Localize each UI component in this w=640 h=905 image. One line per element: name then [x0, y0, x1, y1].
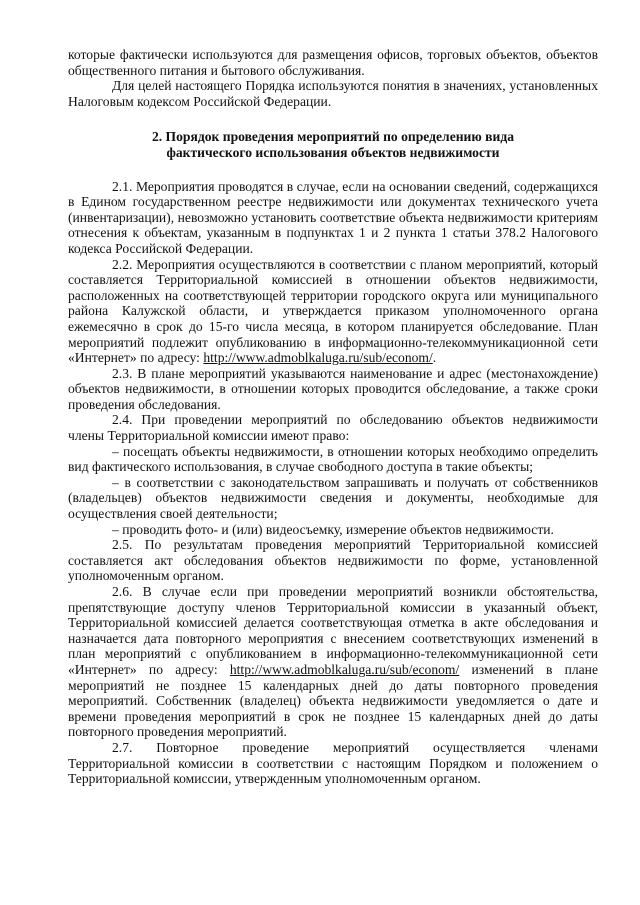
paragraph-2-2 [68, 257, 598, 366]
document-page [68, 47, 598, 787]
paragraph-2-4: 2.4. При проведении мероприятий по обследованию объектов недвижимости члены Территориальной комиссии имеют право: [68, 412, 598, 444]
intro-paragraph-definitions: Для целей настоящего Порядка используются понятия в значениях, установленных Налоговым кодексом Российской Федерации. [68, 78, 598, 109]
paragraph-2-6-text: 2.6. В случае если при проведении мероприятий возникли обстоятельства, препятствующие доступу членов Территориальной комиссии в указанный объект, Территориальной комиссией делается соответствующая отметка в акте обследования и назначается дата повторного мероприятия с внесением соответствующих изменений в план мероприятий с опубликованием в информационно-телекоммуникационной сети «Интернет» по адресу: [68, 584, 598, 677]
section-heading [68, 129, 598, 160]
paragraph-2-1: 2.1. Мероприятия проводятся в случае, если на основании сведений, содержащихся в Едином государственном реестре недвижимости или документах технического учета (инвентаризации), невозможно установить соответствие объекта недвижимости критериям отнесения к объектам, указанным в подпунктах 1 и 2 пункта 1 статьи 378.2 Налогового кодекса Российской Федерации. [68, 178, 598, 256]
list-item-request: – в соответствии с законодательством запрашивать и получать от собственников (владельцев) объектов недвижимости сведения и документы, необходимые для осуществления своей деятельности; [68, 474, 598, 522]
intro-paragraph-continuation: которые фактически используются для размещения офисов, торговых объектов, объектов общественного питания и бытового обслуживания. [68, 47, 598, 78]
list-item-visit: – посещать объекты недвижимости, в отношении которых необходимо определить вид фактического использования, в случае свободного доступа в такие объекты; [68, 443, 598, 475]
econom-link[interactable]: http://www.admoblkaluga.ru/sub/econom/ [203, 350, 433, 366]
section-heading-line-2: фактического использования объектов недвижимости [166, 144, 500, 160]
paragraph-2-5: 2.5. По результатам проведения мероприятий Территориальной комиссией составляется акт обследования объектов недвижимости по форме, установленной уполномоченным органом. [68, 537, 598, 584]
list-item-photo: – проводить фото- и (или) видеосъемку, измерение объектов недвижимости. [112, 521, 554, 537]
paragraph-2-2-end: . [432, 350, 437, 366]
paragraph-2-6 [68, 584, 598, 740]
paragraph-2-3: 2.3. В плане мероприятий указываются наименование и адрес (местонахождение) объектов недвижимости, в отношении которых проводится обследование, а также сроки проведения обследования. [68, 365, 598, 412]
paragraph-2-6-end: изменений в плане мероприятий не позднее 15 календарных дней до даты повторного проведения мероприятий. Собственник (владелец) объекта недвижимости уведомляется о дате и времени проведения мероприятий в срок не позднее 15 календарных дней до даты повторного проведения мероприятий. [68, 661, 598, 740]
paragraph-2-7: 2.7. Повторное проведение мероприятий осуществляется членами Территориальной комиссии в соответствии с настоящим Порядком и положением о Территориальной комиссии, утвержденным уполномоченным органом. [68, 739, 598, 787]
econom-link-repeat[interactable]: http://www.admoblkaluga.ru/sub/econom/ [229, 661, 460, 677]
paragraph-2-2-text: 2.2. Мероприятия осуществляются в соответствии с планом мероприятий, который составляется Территориальной комиссией в отношении объектов недвижимости, расположенных на соответствующей территории городского округа или муниципального района Калужской области, и утверждается приказом уполномоченного органа ежемесячно в срок до 15-го числа месяца, в котором планируется обследование. План мероприятий подлежит опубликованию в информационно-телекоммуникационной сети «Интернет» по адресу: [68, 256, 598, 366]
section-heading-line-1: 2. Порядок проведения мероприятий по определению вида [151, 129, 515, 145]
